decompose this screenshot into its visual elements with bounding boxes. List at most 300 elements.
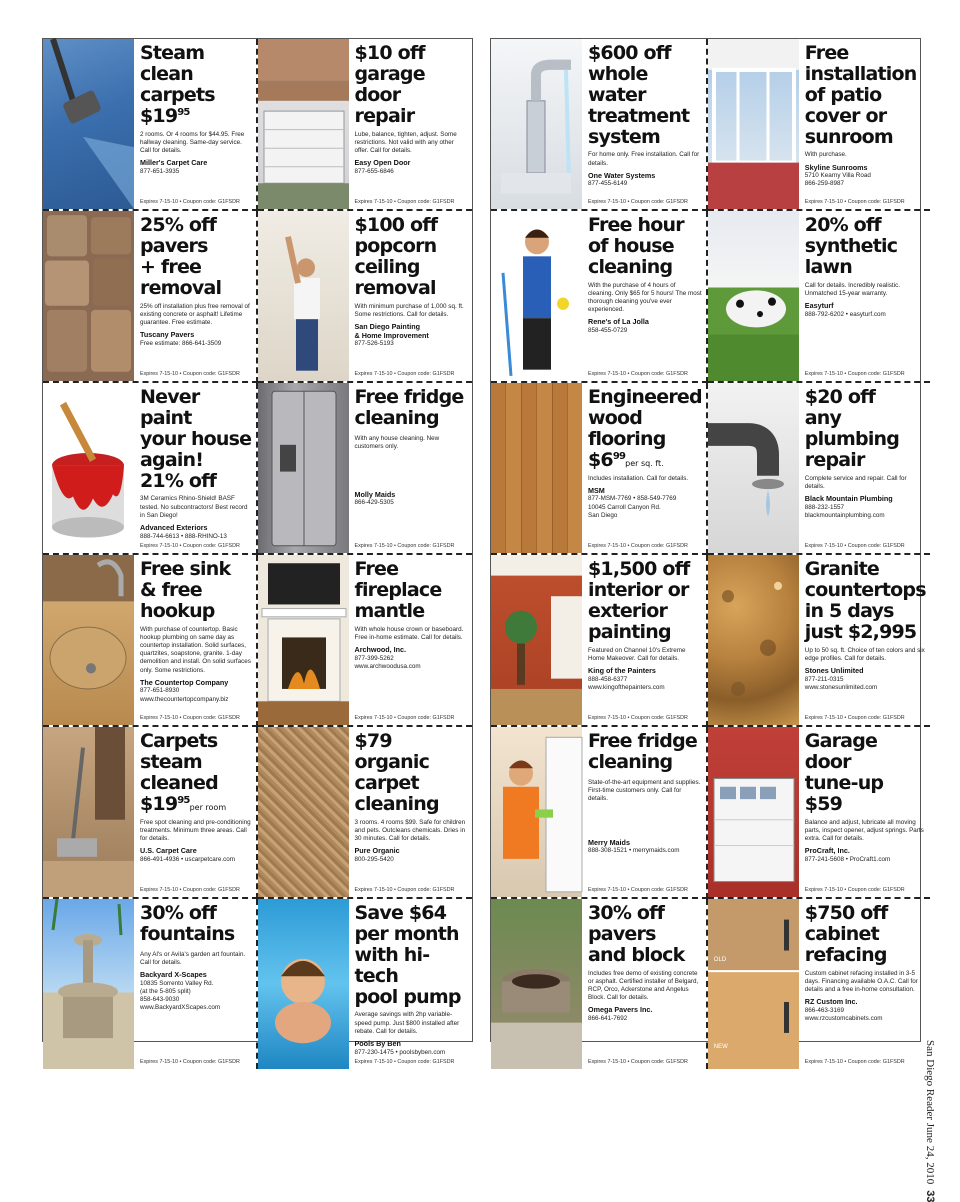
headline-line: just $2,995: [804, 620, 917, 643]
business-name: [140, 524, 252, 533]
headline-line: cover or: [804, 104, 887, 127]
contact-info: 800-295-5420: [354, 855, 394, 863]
price-cents: 95: [177, 794, 190, 806]
website-link[interactable]: www.rzcustomcabinets.com: [804, 1015, 883, 1022]
headline-line: garage: [354, 62, 425, 85]
website-link[interactable]: blackmountainplumbing.com: [804, 511, 885, 519]
garage-door-photo: [258, 39, 349, 209]
headline-line: any: [804, 406, 842, 429]
expiration-coupon-code: Expires 7-15-10 • Coupon code: G1FSDR: [588, 543, 688, 549]
coupon-description: Any Al's or Avila's garden art fountain. Call for details.: [140, 950, 246, 966]
headline-line: water: [588, 83, 646, 106]
coupon-headline: [355, 215, 469, 299]
coupon-body: [582, 727, 706, 897]
spacer: [355, 176, 469, 199]
headline-line: installation: [804, 62, 917, 85]
business-name-line: Stones Unlimited: [804, 665, 864, 675]
business-name-line: One Water Systems: [588, 170, 656, 180]
painted-room-photo-graphic: [491, 555, 582, 725]
coupon-description: With whole house crown or baseboard. Free in-home estimate. Call for details.: [354, 625, 464, 641]
coupon-card[interactable]: [708, 39, 930, 211]
painted-room-photo: [491, 555, 582, 725]
headline-line: $10 off: [354, 42, 425, 64]
headline-line: Granite: [804, 558, 879, 580]
ceiling-worker-photo: [258, 211, 349, 381]
coupon-description: Featured on Channel 10's Extreme Home Makeover. Call for details.: [588, 646, 686, 662]
headline-line: popcorn: [354, 234, 437, 257]
coupon-body: [799, 727, 930, 897]
contact-info: 877-655-6846: [354, 167, 394, 175]
business-name: [805, 998, 926, 1007]
business-name: [588, 667, 702, 676]
business-name: [140, 971, 252, 980]
coupon-headline: [355, 559, 469, 622]
coupon-headline: [140, 903, 252, 945]
left-coupon-panel: [42, 38, 473, 1065]
coupon-body: [349, 211, 473, 381]
business-name: [588, 318, 702, 327]
coupon-body: [799, 39, 930, 209]
contact-info[interactable]: 888-308-1521 • merrymaids.com: [588, 847, 680, 855]
coupon-card[interactable]: [708, 555, 930, 727]
business-name-line: Merry Maids: [588, 837, 630, 847]
headline-line: steam: [140, 750, 202, 773]
price-dollars: $6: [588, 448, 613, 471]
coupon-card[interactable]: [258, 899, 473, 1069]
garage-tuneup-photo: [708, 727, 799, 897]
headline-line: mantle: [354, 599, 425, 622]
coupon-body: [349, 383, 473, 553]
coupon-headline: [805, 731, 926, 815]
headline-line: 30% off: [588, 902, 665, 924]
headline-line: cleaning: [588, 750, 673, 773]
headline-line: in 5 days: [804, 599, 894, 622]
headline-line: + free: [140, 255, 202, 278]
coupon-body: [799, 555, 930, 725]
business-name-line: San Diego Painting: [354, 321, 420, 331]
spacer: [355, 348, 469, 371]
coupon-body: [799, 899, 930, 1069]
headline-line: per month: [354, 922, 459, 945]
sunroom-photo: [708, 39, 799, 209]
coupon-description: Custom cabinet refacing installed in 3-5 days. Financing available O.A.C. Call for details and a free in-home consultation.: [804, 969, 918, 994]
contact-info[interactable]: 888-792-6202 • easyturf.com: [804, 310, 886, 318]
headline-line: cleaning: [354, 406, 439, 429]
spacer: [140, 176, 252, 199]
contact-info: 866-641-7692: [588, 1015, 628, 1022]
headline-line: $59: [804, 792, 843, 815]
website-link[interactable]: www.BackyardXScapes.com: [140, 1004, 221, 1012]
business-name-line: King of the Painters: [588, 665, 656, 675]
expiration-coupon-code: Expires 7-15-10 • Coupon code: G1FSDR: [140, 887, 240, 893]
expiration-coupon-code: Expires 7-15-10 • Coupon code: G1FSDR: [588, 1059, 688, 1065]
price: [140, 794, 252, 815]
coupon-body: [582, 899, 706, 1069]
headline-line: $20 off: [804, 386, 876, 408]
expiration-coupon-code: Expires 7-15-10 • Coupon code: G1FSDR: [140, 543, 240, 549]
coupon-description: With minimum purchase of 1,000 sq. ft. Some restrictions. Call for details.: [354, 302, 464, 318]
expiration-coupon-code: Expires 7-15-10 • Coupon code: G1FSDR: [354, 1059, 455, 1065]
expiration-coupon-code: Expires 7-15-10 • Coupon code: G1FSDR: [354, 199, 455, 205]
spacer: [355, 451, 469, 487]
business-name: [140, 159, 252, 168]
fountain-photo-graphic: [43, 899, 134, 1069]
business-name: [355, 323, 469, 340]
carpet-steam-photo: [43, 727, 134, 897]
contact-info: 877-211-0315: [804, 675, 844, 683]
faucet-photo: [491, 39, 582, 209]
expiration-coupon-code: Expires 7-15-10 • Coupon code: G1FSDR: [588, 371, 688, 377]
expiration-coupon-code: Expires 7-15-10 • Coupon code: G1FSDR: [140, 1059, 240, 1065]
contact-info: 10835 Sorrento Valley Rd.: [140, 979, 214, 987]
business-name-line: & Home Improvement: [354, 330, 429, 340]
contact-info[interactable]: 877-241-5608 • ProCraft1.com: [804, 855, 891, 863]
expiration-coupon-code: Expires 7-15-10 • Coupon code: G1FSDR: [588, 887, 688, 894]
coupon-headline: [140, 43, 252, 127]
business-name: [805, 302, 926, 311]
expiration-coupon-code: Expires 7-15-10 • Coupon code: G1FSDR: [140, 371, 240, 377]
headline-line: whole: [588, 62, 648, 85]
headline-line: Free: [804, 42, 849, 64]
coupon-card[interactable]: [491, 383, 708, 555]
headline-line: pool pump: [354, 985, 461, 1008]
headline-line: treatment: [588, 104, 690, 127]
headline-line: cabinet: [804, 922, 879, 945]
coupon-card[interactable]: [43, 211, 258, 383]
spacer: [805, 520, 926, 543]
contact-info: 866-429-5305: [354, 499, 394, 507]
contact-info: 888-458-6377: [588, 675, 628, 683]
coupon-description: Average savings with 2hp variable-speed pump. Just $800 installed after rebate. Call for details.: [354, 1011, 460, 1035]
headline-line: tune-up: [804, 771, 884, 794]
headline-line: carpet: [354, 771, 419, 794]
pavers-photo-graphic: [43, 211, 134, 381]
coupon-card[interactable]: [708, 727, 930, 899]
headline-line: $750 off: [804, 902, 888, 924]
headline-line: synthetic: [804, 234, 898, 257]
contact-info: 866-463-3169: [804, 1006, 844, 1014]
contact-info: 877-651-3935: [140, 167, 180, 175]
spacer: [588, 189, 702, 199]
publication-dateline: San Diego Reader June 24, 2010: [924, 1040, 936, 1185]
spacer: [140, 704, 252, 715]
coupon-body: [799, 211, 930, 381]
spacer: [805, 189, 926, 199]
contact-info: (at the 5-805 split): [140, 987, 191, 995]
granite-photo-graphic: [708, 555, 799, 725]
headline-line: sunroom: [804, 125, 893, 148]
page-number: 33: [924, 1190, 936, 1202]
contact-info: 877-651-8930: [140, 687, 180, 695]
business-name-line: Easyturf: [804, 301, 834, 311]
pavers-photo: [43, 211, 134, 381]
garage-door-photo-graphic: [258, 39, 349, 209]
coupon-card[interactable]: [708, 383, 930, 555]
fridge-cleaning-photo: [491, 727, 582, 897]
coupon-headline: [140, 731, 252, 815]
coupon-card[interactable]: [43, 555, 258, 727]
contact-info: 5710 Kearny Villa Road: [804, 172, 871, 180]
fire-pit-photo: [491, 899, 582, 1069]
coupon-body: [134, 383, 256, 553]
dog-lawn-photo-graphic: [708, 211, 799, 381]
coupon-description: 3M Ceramics Rhino-Shield! BASF tested. No subcontractors! Best record in San Diego!: [140, 495, 248, 519]
business-name-line: Pools By Ben: [354, 1038, 401, 1048]
business-name-line: Molly Maids: [354, 489, 396, 499]
coupon-description: 25% off installation plus free removal of existing concrete or asphalt! Lifetime guarantee. Free estimate.: [140, 302, 250, 326]
sink-photo: [43, 555, 134, 725]
coupon-body: [582, 211, 706, 381]
expiration-coupon-code: Expires 7-15-10 • Coupon code: G1FSDR: [804, 199, 905, 205]
contact-info: 877-MSM-7769 • 858-549-7769: [588, 495, 677, 503]
coupon-headline: [805, 559, 926, 643]
headline-line: Free: [354, 558, 399, 580]
granite-photo: [708, 555, 799, 725]
headline-line: flooring: [588, 427, 666, 450]
expiration-coupon-code: Expires 7-15-10 • Coupon code: G1FSDR: [804, 887, 905, 893]
headline-line: $600 off: [588, 42, 671, 64]
paint-can-photo-graphic: [43, 383, 134, 553]
coupon-headline: [588, 559, 702, 643]
coupon-description: Complete service and repair. Call for details.: [804, 474, 907, 490]
expiration-coupon-code: Expires 7-15-10 • Coupon code: G1FSDR: [354, 887, 455, 893]
paint-can-photo: [43, 383, 134, 553]
coupon-headline: [588, 387, 702, 471]
coupon-card[interactable]: [708, 899, 930, 1069]
coupon-card[interactable]: [43, 899, 258, 1069]
coupon-card[interactable]: [258, 383, 473, 555]
pool-boy-photo-graphic: [258, 899, 349, 1069]
coupon-description: Balance and adjust, lubricate all moving parts, inspect opener, adjust springs. Parts extra. Call for details.: [804, 818, 924, 842]
coupon-card[interactable]: [258, 555, 473, 727]
coupon-body: [349, 39, 473, 209]
coupon-headline: [588, 215, 702, 278]
headline-line: interior or: [588, 578, 689, 601]
contact-info: 877-455-6149: [588, 180, 628, 188]
coupon-card[interactable]: [491, 727, 708, 899]
website-link[interactable]: www.kingofthepainters.com: [588, 683, 665, 691]
headline-line: 21% off: [140, 469, 217, 492]
website-link[interactable]: www.thecountertopcompany.biz: [140, 695, 229, 703]
coupon-card[interactable]: [43, 727, 258, 899]
coupon-description: Includes free demo of existing concrete or asphalt. Certified installer of Belgard, RCP, Orco, Ackerstone and Angelus Block. Call for details.: [588, 969, 699, 1002]
coupon-description: Includes installation. Call for details.: [588, 474, 689, 482]
business-name-line: Easy Open Door: [354, 158, 411, 168]
headline-line: Free fridge: [588, 730, 697, 752]
headline-line: refacing: [804, 943, 887, 966]
headline-line: removal: [354, 276, 436, 299]
spacer: [140, 1012, 252, 1059]
headline-line: carpets: [140, 83, 215, 106]
fireplace-photo: [258, 555, 349, 725]
coupon-description: Free spot cleaning and pre-conditioning treatments. Minimum three areas. Call for details.: [140, 818, 251, 842]
coupon-body: [134, 39, 256, 209]
contact-info: 866-259-8987: [804, 180, 844, 188]
website-link[interactable]: www.archwoodusa.com: [354, 662, 421, 670]
carpet-steam-photo-graphic: [43, 727, 134, 897]
business-name-line: Miller's Carpet Care: [140, 158, 208, 168]
headline-line: 20% off: [804, 214, 881, 236]
spacer: [355, 864, 469, 887]
headline-line: exterior: [588, 599, 668, 622]
coupon-card[interactable]: [491, 899, 708, 1069]
sink-photo-graphic: [43, 555, 134, 725]
coupon-description: For home only. Free installation. Call for details.: [588, 151, 700, 167]
contact-info: 888-744-6613 • 888-RHINO-13: [140, 532, 227, 540]
business-name: [805, 164, 926, 173]
spacer: [805, 864, 926, 887]
spacer: [588, 803, 702, 834]
spacer: [355, 507, 469, 543]
expiration-coupon-code: Expires 7-15-10 • Coupon code: G1FSDR: [804, 371, 905, 377]
business-name: [588, 1006, 702, 1015]
coupon-headline: [805, 387, 926, 471]
spacer: [588, 335, 702, 371]
headline-line: Save $64: [354, 902, 447, 924]
business-name-line: The Countertop Company: [140, 677, 229, 687]
business-name-line: Rene's of La Jolla: [588, 317, 649, 327]
headline-line: Carpets: [140, 730, 218, 752]
fridge-photo: [258, 383, 349, 553]
price-unit: per sq. ft.: [625, 458, 664, 468]
business-name: [140, 847, 252, 856]
right-coupon-panel: [490, 38, 926, 1065]
headline-line: $100 off: [354, 214, 438, 236]
coupon-body: [799, 383, 930, 553]
business-name-line: Backyard X-Scapes: [140, 970, 207, 980]
headline-line: of house: [588, 234, 674, 257]
contact-info: 10045 Carroll Canyon Rd.: [588, 503, 661, 511]
coupon-description: With purchase.: [804, 151, 847, 159]
headline-line: system: [588, 125, 660, 148]
headline-line: door: [804, 750, 851, 773]
coupon-headline: [588, 43, 702, 147]
coupon-card[interactable]: [491, 39, 708, 211]
page-footer: [924, 1040, 936, 1202]
price-cents: 99: [612, 450, 626, 462]
coupon-card[interactable]: [43, 39, 258, 211]
business-name-line: Tuscany Pavers: [140, 330, 195, 340]
headline-line: hookup: [140, 599, 215, 622]
coupon-headline: [355, 43, 469, 127]
coupon-card[interactable]: [491, 555, 708, 727]
business-name: [805, 667, 926, 676]
coupon-headline: [355, 731, 469, 815]
faucet-photo-graphic: [491, 39, 582, 209]
coupon-description: With any house cleaning. New customers only.: [354, 434, 440, 450]
contact-info[interactable]: 866-491-4936 • uscarpetcare.com: [140, 855, 235, 863]
contact-info[interactable]: 877-230-1475 • poolsbyben.com: [354, 1048, 446, 1056]
coupon-description: Call for details. Incredibly realistic. Unmatched 15-year warranty.: [804, 281, 900, 297]
expiration-coupon-code: Expires 7-15-10 • Coupon code: G1FSDR: [140, 199, 240, 205]
business-name: [355, 1040, 469, 1049]
coupon-card[interactable]: [491, 211, 708, 383]
ceiling-worker-photo-graphic: [258, 211, 349, 381]
coupon-card[interactable]: [258, 727, 473, 899]
coupon-description: With the purchase of 4 hours of cleaning. Only $65 for 5 hours! The most thorough cleaning you've ever experienced.: [588, 281, 702, 314]
coupon-description: With purchase of countertop. Basic hookup plumbing on same day as countertop installation. Solid surfaces, quartzites, soapstone, granite. 1-day demolition and install. On solid surfaces only. Some restrictions.: [140, 625, 251, 674]
coupon-card[interactable]: [43, 383, 258, 555]
headline-line: Never paint: [140, 386, 200, 429]
headline-line: again!: [140, 448, 204, 471]
headline-line: cleaning: [354, 792, 439, 815]
fountain-photo: [43, 899, 134, 1069]
expiration-coupon-code: Expires 7-15-10 • Coupon code: G1FSDR: [588, 715, 688, 721]
headline-line: cleaning: [588, 255, 673, 278]
coupon-body: [134, 727, 256, 897]
coupon-body: [349, 899, 473, 1069]
coupon-description: Up to 50 sq. ft. Choice of ten colors and six edge profiles. Call for details.: [804, 646, 925, 662]
coupon-headline: [805, 903, 926, 966]
business-name-line: Archwood, Inc.: [354, 645, 407, 655]
business-name-line: Black Mountain Plumbing: [804, 493, 893, 503]
coupon-headline: [140, 215, 252, 299]
expiration-coupon-code: Expires 7-15-10 • Coupon code: G1FSDR: [354, 715, 455, 721]
fridge-cleaning-photo-graphic: [491, 727, 582, 897]
expiration-coupon-code: Expires 7-15-10 • Coupon code: G1FSDR: [354, 371, 455, 377]
dog-lawn-photo: [708, 211, 799, 381]
contact-info: 877-399-5262: [354, 654, 394, 662]
coupon-headline: [805, 43, 926, 147]
coupon-card[interactable]: [708, 211, 930, 383]
coupon-description: State-of-the-art equipment and supplies. First-time customers only. Call for details.: [588, 778, 701, 803]
headline-line: pavers: [588, 922, 656, 945]
garage-tuneup-photo-graphic: [708, 727, 799, 897]
vacuum-carpet-photo: [43, 39, 134, 209]
expiration-coupon-code: Expires 7-15-10 • Coupon code: G1FSDR: [804, 715, 905, 721]
coupon-body: [582, 39, 706, 209]
fireplace-photo-graphic: [258, 555, 349, 725]
coupon-headline: [355, 387, 469, 429]
business-name: [140, 679, 252, 688]
headline-line: removal: [140, 276, 222, 299]
headline-line: and block: [588, 943, 685, 966]
contact-info: 858-643-9030: [140, 996, 180, 1004]
headline-line: $1,500 off: [588, 558, 690, 580]
headline-line: Free hour: [588, 214, 684, 236]
business-name: [588, 487, 702, 496]
price: [588, 450, 702, 471]
sunroom-photo-graphic: [708, 39, 799, 209]
website-link[interactable]: www.stonesunlimited.com: [804, 683, 878, 691]
business-name-line: Omega Pavers Inc.: [588, 1005, 653, 1015]
contact-info: 877-526-5193: [354, 340, 394, 348]
business-name-line: Advanced Exteriors: [140, 522, 208, 532]
headline-line: countertops: [804, 578, 926, 601]
headline-line: your house: [140, 427, 252, 450]
coupon-body: [349, 727, 473, 897]
headline-line: painting: [588, 620, 671, 643]
headline-line: 30% off: [140, 902, 217, 924]
coupon-headline: [140, 387, 252, 491]
spacer: [805, 1023, 926, 1059]
business-name-line: U.S. Carpet Care: [140, 846, 197, 856]
business-name-line: Skyline Sunrooms: [804, 162, 868, 172]
spacer: [588, 692, 702, 715]
headline-line: plumbing: [804, 427, 900, 450]
expiration-coupon-code: Expires 7-15-10 • Coupon code: G1FSDR: [804, 543, 905, 549]
coupon-body: [349, 555, 473, 725]
coupon-card[interactable]: [258, 211, 473, 383]
headline-line: door: [354, 83, 401, 106]
coupon-body: [134, 211, 256, 381]
headline-line: organic: [354, 750, 430, 773]
coupon-card[interactable]: [258, 39, 473, 211]
business-name: [355, 646, 469, 655]
headline-line: repair: [804, 448, 865, 471]
headline-line: clean: [140, 62, 194, 85]
coupon-description: 2 rooms. Or 4 rooms for $44.95. Free hallway cleaning. Same-day service. Call for details.: [140, 130, 245, 154]
